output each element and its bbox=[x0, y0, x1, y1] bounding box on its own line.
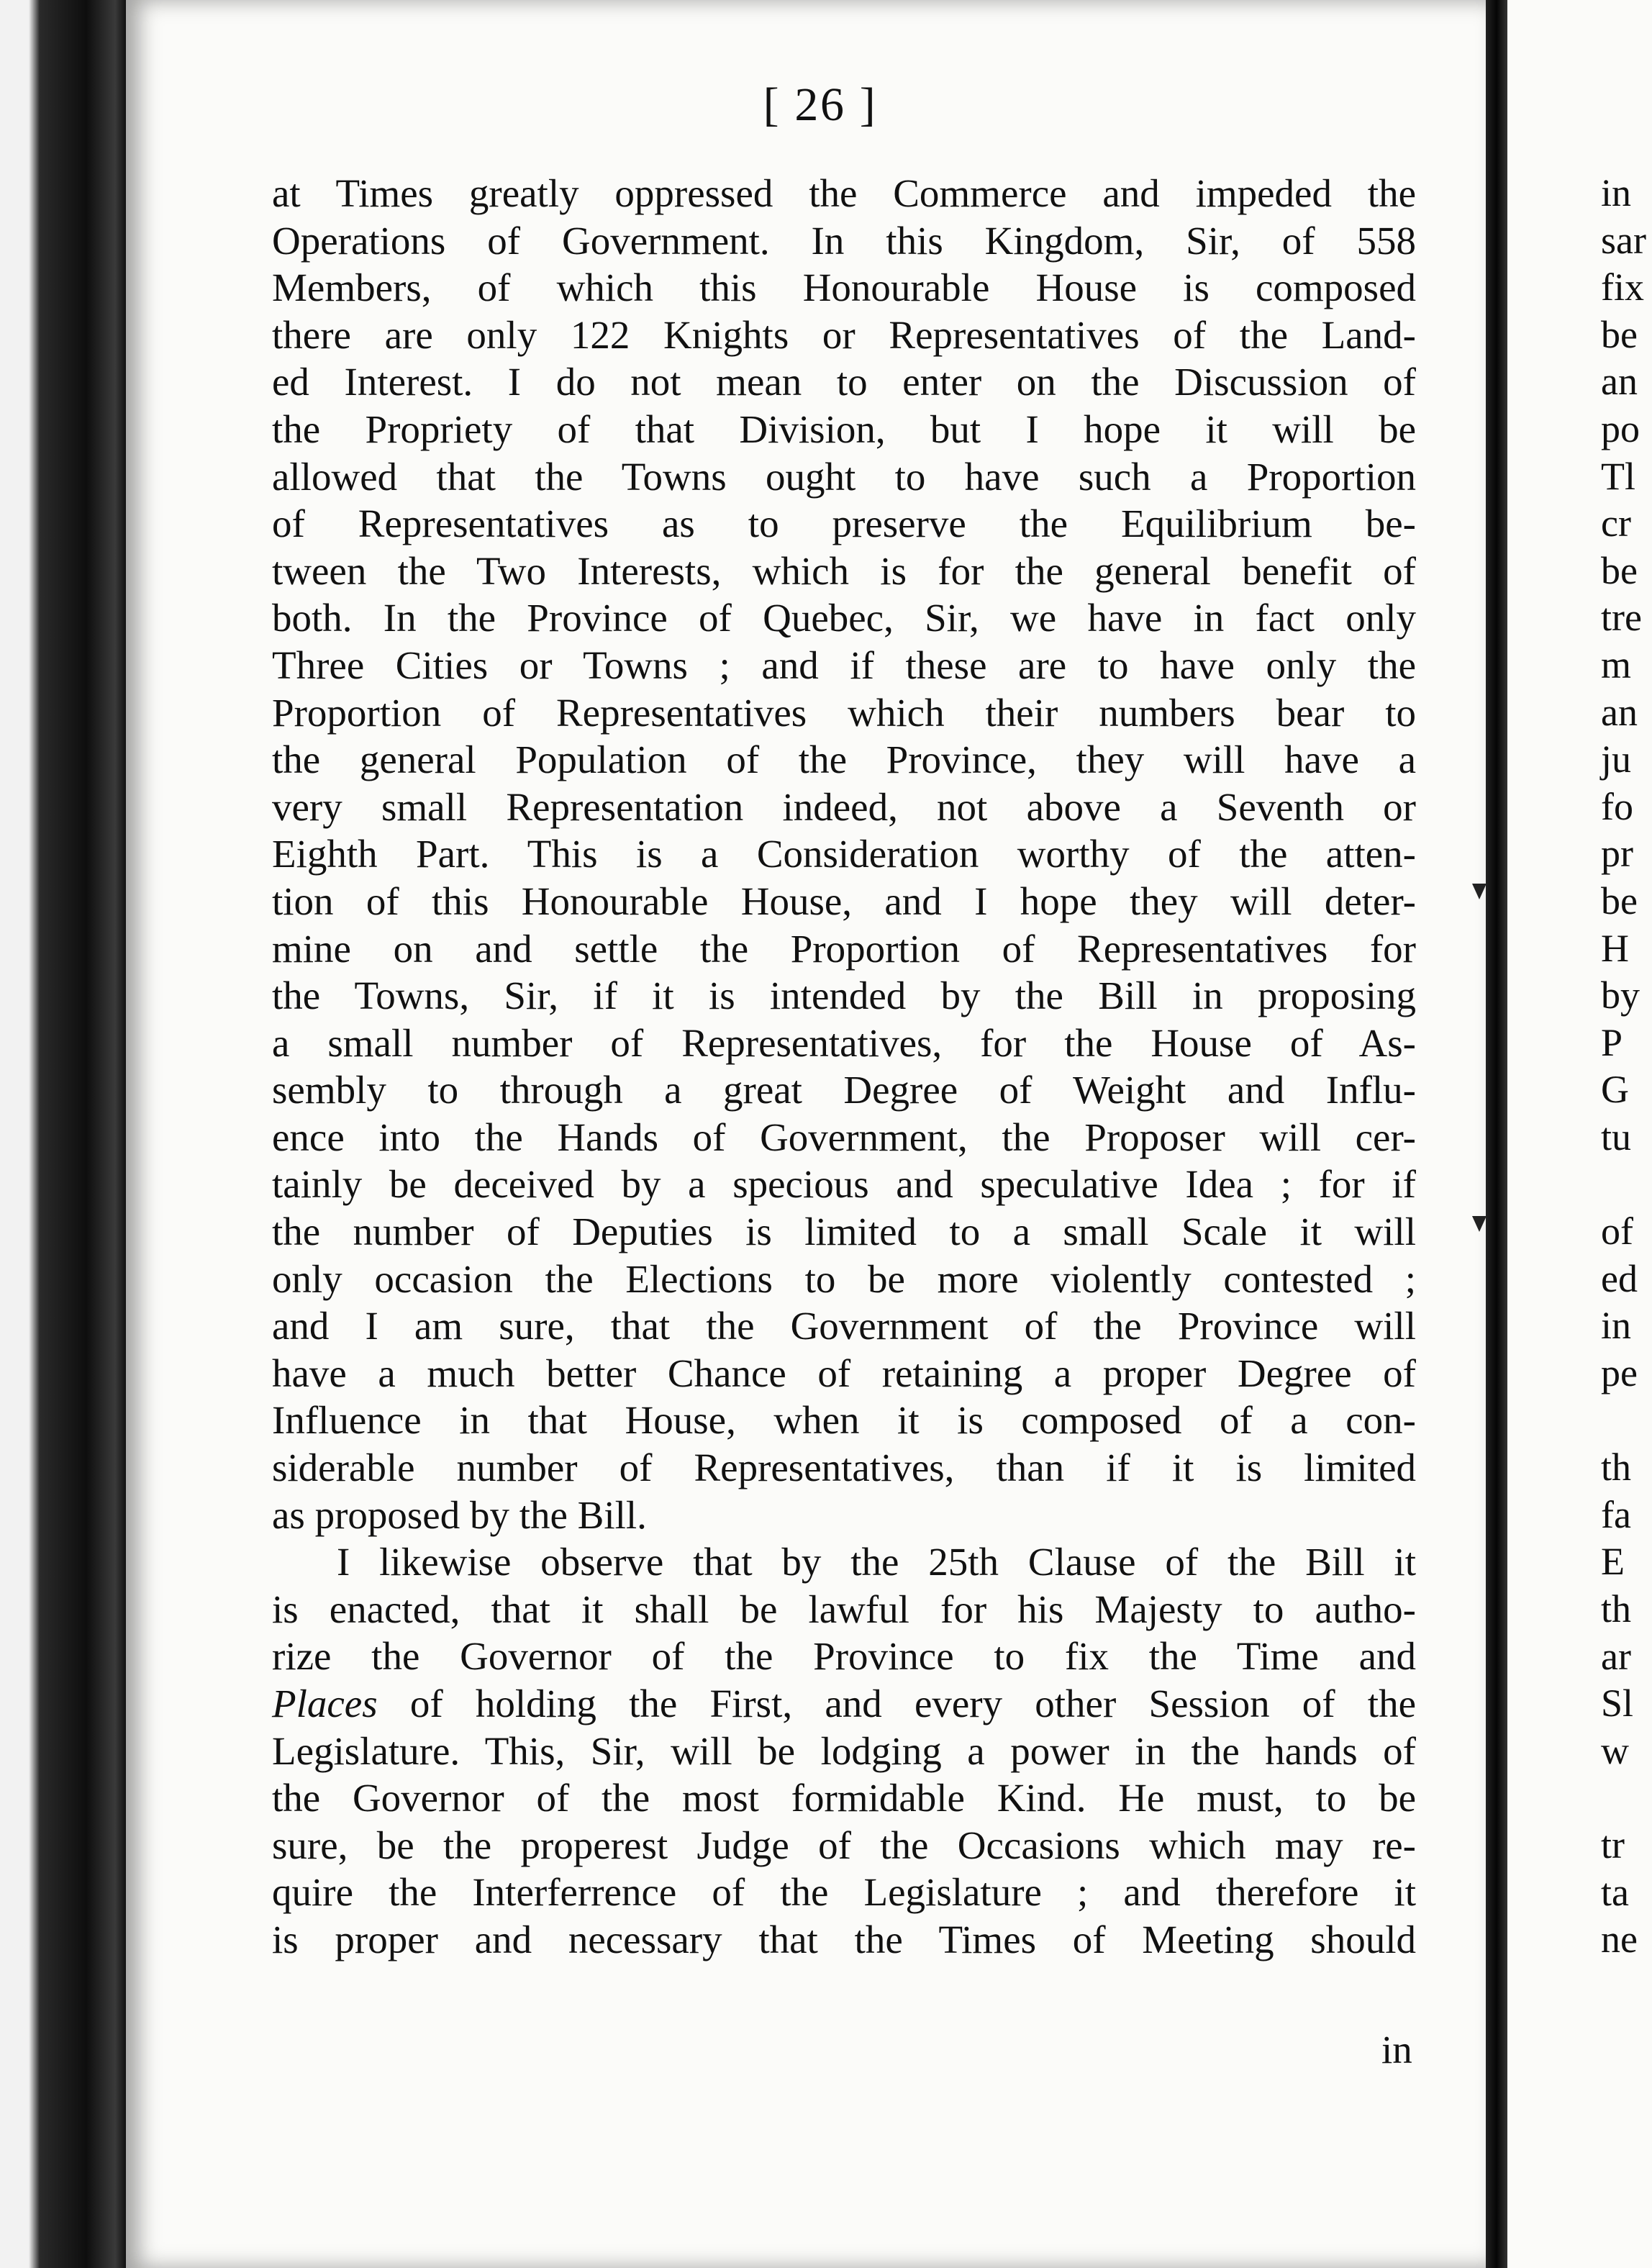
text-line: tion of this Honourable House, and I hope they will deter- bbox=[272, 879, 1416, 923]
text-line: tainly be deceived by a specious and speculative Idea ; for if bbox=[272, 1162, 1416, 1207]
facing-page-fragment: tu bbox=[1601, 1115, 1632, 1158]
text-line: ed Interest. I do not mean to enter on the Discussion of bbox=[272, 360, 1416, 404]
facing-page-fragment: by bbox=[1601, 974, 1640, 1017]
facing-page-fragment: ed bbox=[1601, 1256, 1638, 1300]
text-line: Proportion of Representatives which their numbers bear to bbox=[272, 690, 1416, 735]
facing-page-fragment: Tl bbox=[1601, 454, 1635, 498]
facing-page-fragment bbox=[1601, 1397, 1652, 1443]
facing-page bbox=[1507, 0, 1652, 2268]
facing-page-fragment: an bbox=[1601, 690, 1638, 734]
paragraph-3 bbox=[272, 1728, 1416, 1964]
text-line: Members, of which this Honourable House is composed bbox=[272, 266, 1416, 310]
facing-page-fragment: ar bbox=[1601, 1634, 1631, 1678]
text-line: a small number of Representatives, for the House of As- bbox=[272, 1020, 1416, 1065]
text-line: Legislature. This, Sir, will be lodging a power in the hands of bbox=[272, 1728, 1416, 1773]
paragraph-1 bbox=[272, 170, 1416, 1538]
page-body bbox=[272, 170, 1416, 1964]
text-line: both. In the Province of Quebec, Sir, we have in fact only bbox=[272, 596, 1416, 640]
page-tab-marker bbox=[1472, 1216, 1489, 1233]
facing-page-fragment: fo bbox=[1601, 784, 1633, 828]
text-line: Operations of Government. In this Kingdom, Sir, of 558 bbox=[272, 218, 1416, 263]
facing-page-fragment: sar bbox=[1601, 218, 1646, 262]
text-line bbox=[272, 1680, 1416, 1728]
text-line: Eighth Part. This is a Consideration worthy of the atten- bbox=[272, 832, 1416, 876]
facing-page-fragment: th bbox=[1601, 1446, 1632, 1489]
facing-page-fragment: fa bbox=[1601, 1492, 1631, 1536]
facing-page-fragment: E bbox=[1601, 1540, 1625, 1584]
facing-page-fragment: ta bbox=[1601, 1870, 1629, 1914]
text-line: Three Cities or Towns ; and if these are to have only the bbox=[272, 643, 1416, 687]
text-fragment: of holding the First, and every other Session of the bbox=[377, 1682, 1416, 1725]
text-line: sembly to through a great Degree of Weight and Influ- bbox=[272, 1068, 1416, 1112]
text-line: as proposed by the Bill. bbox=[272, 1492, 647, 1537]
facing-page-fragment: of bbox=[1601, 1210, 1633, 1253]
facing-page-fragment: th bbox=[1601, 1587, 1632, 1630]
text-line: sure, be the properest Judge of the Occasions which may re- bbox=[272, 1823, 1416, 1867]
facing-page-fragment bbox=[1601, 1774, 1652, 1820]
facing-page-fragment: w bbox=[1601, 1728, 1629, 1772]
text-line: tween the Two Interests, which is for the general benefit of bbox=[272, 548, 1416, 593]
text-line: at Times greatly oppressed the Commerce and impeded the bbox=[272, 171, 1416, 215]
facing-page-fragment: pe bbox=[1601, 1351, 1638, 1394]
text-line: the Governor of the most formidable Kind. He must, to be bbox=[272, 1776, 1416, 1820]
italic-word: Places bbox=[272, 1682, 378, 1725]
text-line: and I am sure, that the Government of the Province will bbox=[272, 1304, 1416, 1348]
facing-page-fragment: H bbox=[1601, 926, 1629, 970]
facing-page-fragment bbox=[1601, 1161, 1652, 1207]
facing-page-fragment: in bbox=[1601, 1304, 1632, 1348]
text-line: have a much better Chance of retaining a proper Degree of bbox=[272, 1351, 1416, 1395]
text-line: ence into the Hands of Government, the Proposer will cer- bbox=[272, 1115, 1416, 1159]
facing-page-fragment: m bbox=[1601, 643, 1632, 686]
text-line: siderable number of Representatives, than if it is limited bbox=[272, 1446, 1416, 1490]
text-line: is proper and necessary that the Times of Meeting should bbox=[272, 1917, 1416, 1961]
book-binding bbox=[0, 0, 126, 2268]
facing-page-fragment: pr bbox=[1601, 832, 1633, 876]
text-line: rize the Governor of the Province to fix the Time and bbox=[272, 1634, 1416, 1679]
facing-page-fragment: P bbox=[1601, 1020, 1623, 1064]
text-line: Influence in that House, when it is composed of a con- bbox=[272, 1398, 1416, 1443]
text-line: quire the Interferrence of the Legislature ; and therefore it bbox=[272, 1870, 1416, 1915]
text-line: mine on and settle the Proportion of Representatives for bbox=[272, 926, 1416, 971]
text-line: I likewise observe that by the 25th Clause of the Bill it bbox=[337, 1540, 1416, 1584]
text-line: there are only 122 Knights or Representatives of the Land- bbox=[272, 312, 1416, 357]
facing-page-fragment: fix bbox=[1601, 266, 1644, 309]
facing-page-fragment: tr bbox=[1601, 1823, 1625, 1866]
text-line: allowed that the Towns ought to have such a Proportion bbox=[272, 454, 1416, 499]
text-line: the Towns, Sir, if it is intended by the Bill in proposing bbox=[272, 974, 1416, 1018]
facing-page-fragment: po bbox=[1601, 407, 1640, 450]
text-line: of Representatives as to preserve the Equilibrium be- bbox=[272, 502, 1416, 546]
text-line: the Propriety of that Division, but I hope it will be bbox=[272, 407, 1416, 451]
page-gutter bbox=[1486, 0, 1507, 2268]
facing-page-fragment: be bbox=[1601, 548, 1638, 592]
facing-page-fragment: Sl bbox=[1601, 1682, 1634, 1725]
facing-page-fragment: be bbox=[1601, 312, 1638, 356]
facing-page-fragment: tre bbox=[1601, 596, 1642, 640]
facing-page-fragment: in bbox=[1601, 171, 1632, 214]
page-tab-marker bbox=[1472, 884, 1489, 901]
paragraph-2 bbox=[272, 1586, 1416, 1680]
text-line: only occasion the Elections to be more violently contested ; bbox=[272, 1256, 1416, 1301]
text-line: the number of Deputies is limited to a small Scale it will bbox=[272, 1210, 1416, 1254]
facing-page-fragment: G bbox=[1601, 1068, 1629, 1112]
text-line: the general Population of the Province, they will have a bbox=[272, 738, 1416, 782]
facing-page-fragment: cr bbox=[1601, 502, 1631, 545]
facing-page-fragment: ju bbox=[1601, 738, 1632, 781]
facing-page-fragment: an bbox=[1601, 360, 1638, 404]
facing-page-fragment: be bbox=[1601, 879, 1638, 922]
facing-page-fragment: ne bbox=[1601, 1918, 1638, 1961]
text-line: very small Representation indeed, not above a Seventh or bbox=[272, 784, 1416, 829]
catchword: in bbox=[1381, 2028, 1412, 2072]
text-line: is enacted, that it shall be lawful for his Majesty to autho- bbox=[272, 1587, 1416, 1631]
